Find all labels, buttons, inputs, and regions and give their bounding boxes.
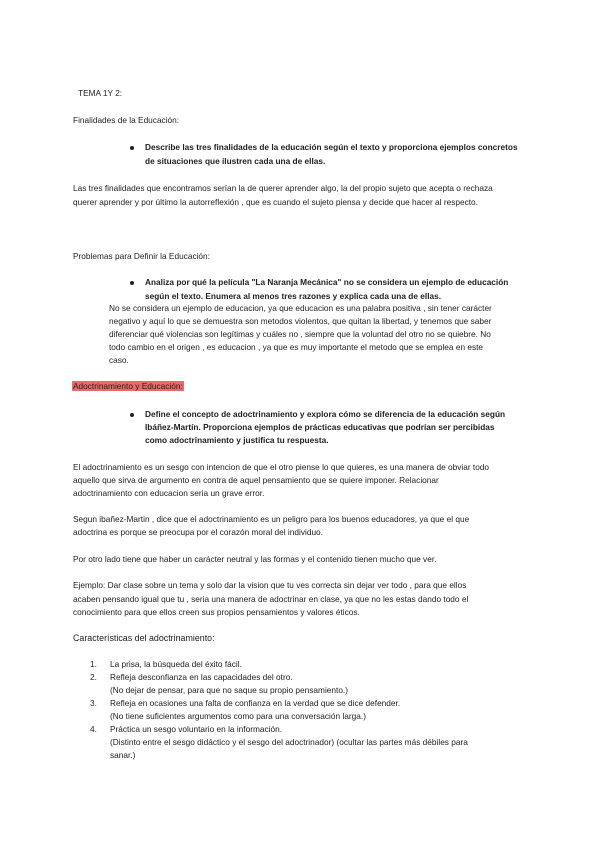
- answer-text: negativo y aquí lo que se demuestra son metodos violentos, que quitan la libertad, y tenemos que saber: [109, 316, 492, 326]
- page-title: TEMA 1Y 2:: [78, 88, 123, 98]
- section-heading-caracteristicas: Características del adoctrinamiento:: [73, 633, 215, 643]
- list-item: Práctica un sesgo voluntario en la información.: [110, 724, 283, 734]
- answer-text: Las tres finalidades que encontramos serían la de querer aprender algo, la del propio sujeto que acepta o rechaza: [73, 183, 493, 193]
- question-text: Analiza por qué la película "La Naranja Mecánica" no se considera un ejemplo de educación: [145, 277, 509, 287]
- paragraph-text: acaben pensando igual que tu , seria una manera de adoctrinar en clase, ya que no les estas dando todo el: [73, 594, 469, 604]
- question-text: Define el concepto de adoctrinamiento y explora cómo se diferencia de la educación según: [145, 409, 506, 419]
- list-number: 3.: [90, 698, 97, 708]
- paragraph-text: adoctrina es porque se preocupa por el corazón moral del individuo.: [73, 527, 323, 537]
- question-text: de situaciones que ilustren cada una de ellas.: [145, 156, 326, 166]
- bullet-icon: [130, 146, 134, 150]
- list-item-note: (Distinto entre el sesgo didáctico y el sesgo del adoctrinador) (ocultar las partes más débiles para: [110, 737, 468, 747]
- list-item: La prisa, la búsqueda del éxito fácil.: [110, 659, 242, 669]
- question-text: Ibáñez-Martín. Proporciona ejemplos de prácticas educativas que podrían ser percibidas: [145, 422, 495, 432]
- section-heading-problemas: Problemas para Definir la Educación:: [73, 251, 210, 261]
- paragraph-text: Segun ibañez-Martin , dice que el adoctrinamiento es un peligro para los buenos educadores, ya que el que: [73, 514, 470, 524]
- list-item-note: (No dejar de pensar, para que no saque su propio pensamiento.): [110, 685, 349, 695]
- answer-text: No se considera un ejemplo de educacion, ya que educacion es una palabra positiva , sin tener carácter: [109, 303, 492, 313]
- bullet-icon: [130, 413, 134, 417]
- answer-text: todo cambio en el origen , es educacion , ya que es muy importante el metodo que se emplea en este: [109, 342, 484, 352]
- question-text: como adoctrinamiento y justifica tu respuesta.: [145, 435, 329, 445]
- section-heading-adoctrinamiento: [72, 381, 184, 392]
- bullet-icon: [130, 281, 134, 285]
- highlighted-heading: Adoctrinamiento y Educación:: [73, 381, 183, 391]
- list-item-note: sanar.): [110, 750, 136, 760]
- answer-text: querer aprender y por último la autorreflexión , que es cuando el sujeto piensa y decide que hacer al respecto.: [73, 197, 478, 207]
- paragraph-text: conocimiento para que ellos creen sus propios pensamientos y valores éticos.: [73, 607, 360, 617]
- list-item-note: (No tiene suficientes argumentos como para una conversación larga.): [110, 711, 366, 721]
- question-text: según el texto. Enumera al menos tres razones y explica cada una de ellas.: [145, 291, 442, 301]
- paragraph-text: adoctrinamiento con educacion seria un grave error.: [73, 488, 265, 498]
- list-item: Refleja en ocasiones una falta de confianza en la verdad que se dice defender.: [110, 698, 401, 708]
- question-text: Describe las tres finalidades de la educación según el texto y proporciona ejemplos concretos: [145, 142, 518, 152]
- paragraph-text: Por otro lado tiene que haber un carácter neutral y las formas y el contenido tienen mucho que ver.: [73, 554, 437, 564]
- paragraph-text: aquello que sirva de argumento en contra de aquel pensamiento que se quiere imponer. Relacionar: [73, 475, 439, 485]
- paragraph-text: Ejemplo: Dar clase sobre un tema y solo dar la vision que tu ves correcta sin dejar ver todo , para que ellos: [73, 580, 467, 590]
- list-number: 2.: [90, 672, 97, 682]
- list-number: 1.: [90, 659, 97, 669]
- list-item: Refleja desconfianza en las capacidades del otro.: [110, 672, 293, 682]
- section-heading-finalidades: Finalidades de la Educación:: [73, 115, 180, 125]
- answer-text: diferenciar qué violencias son legítimas y cuáles no , siempre que la voluntad del otro no se quiebre. No: [109, 329, 491, 339]
- paragraph-text: El adoctrinamiento es un sesgo con intencion de que el otro piense lo que quieres, es una manera de obviar todo: [73, 462, 490, 472]
- list-number: 4.: [90, 724, 97, 734]
- answer-text: caso.: [109, 355, 129, 365]
